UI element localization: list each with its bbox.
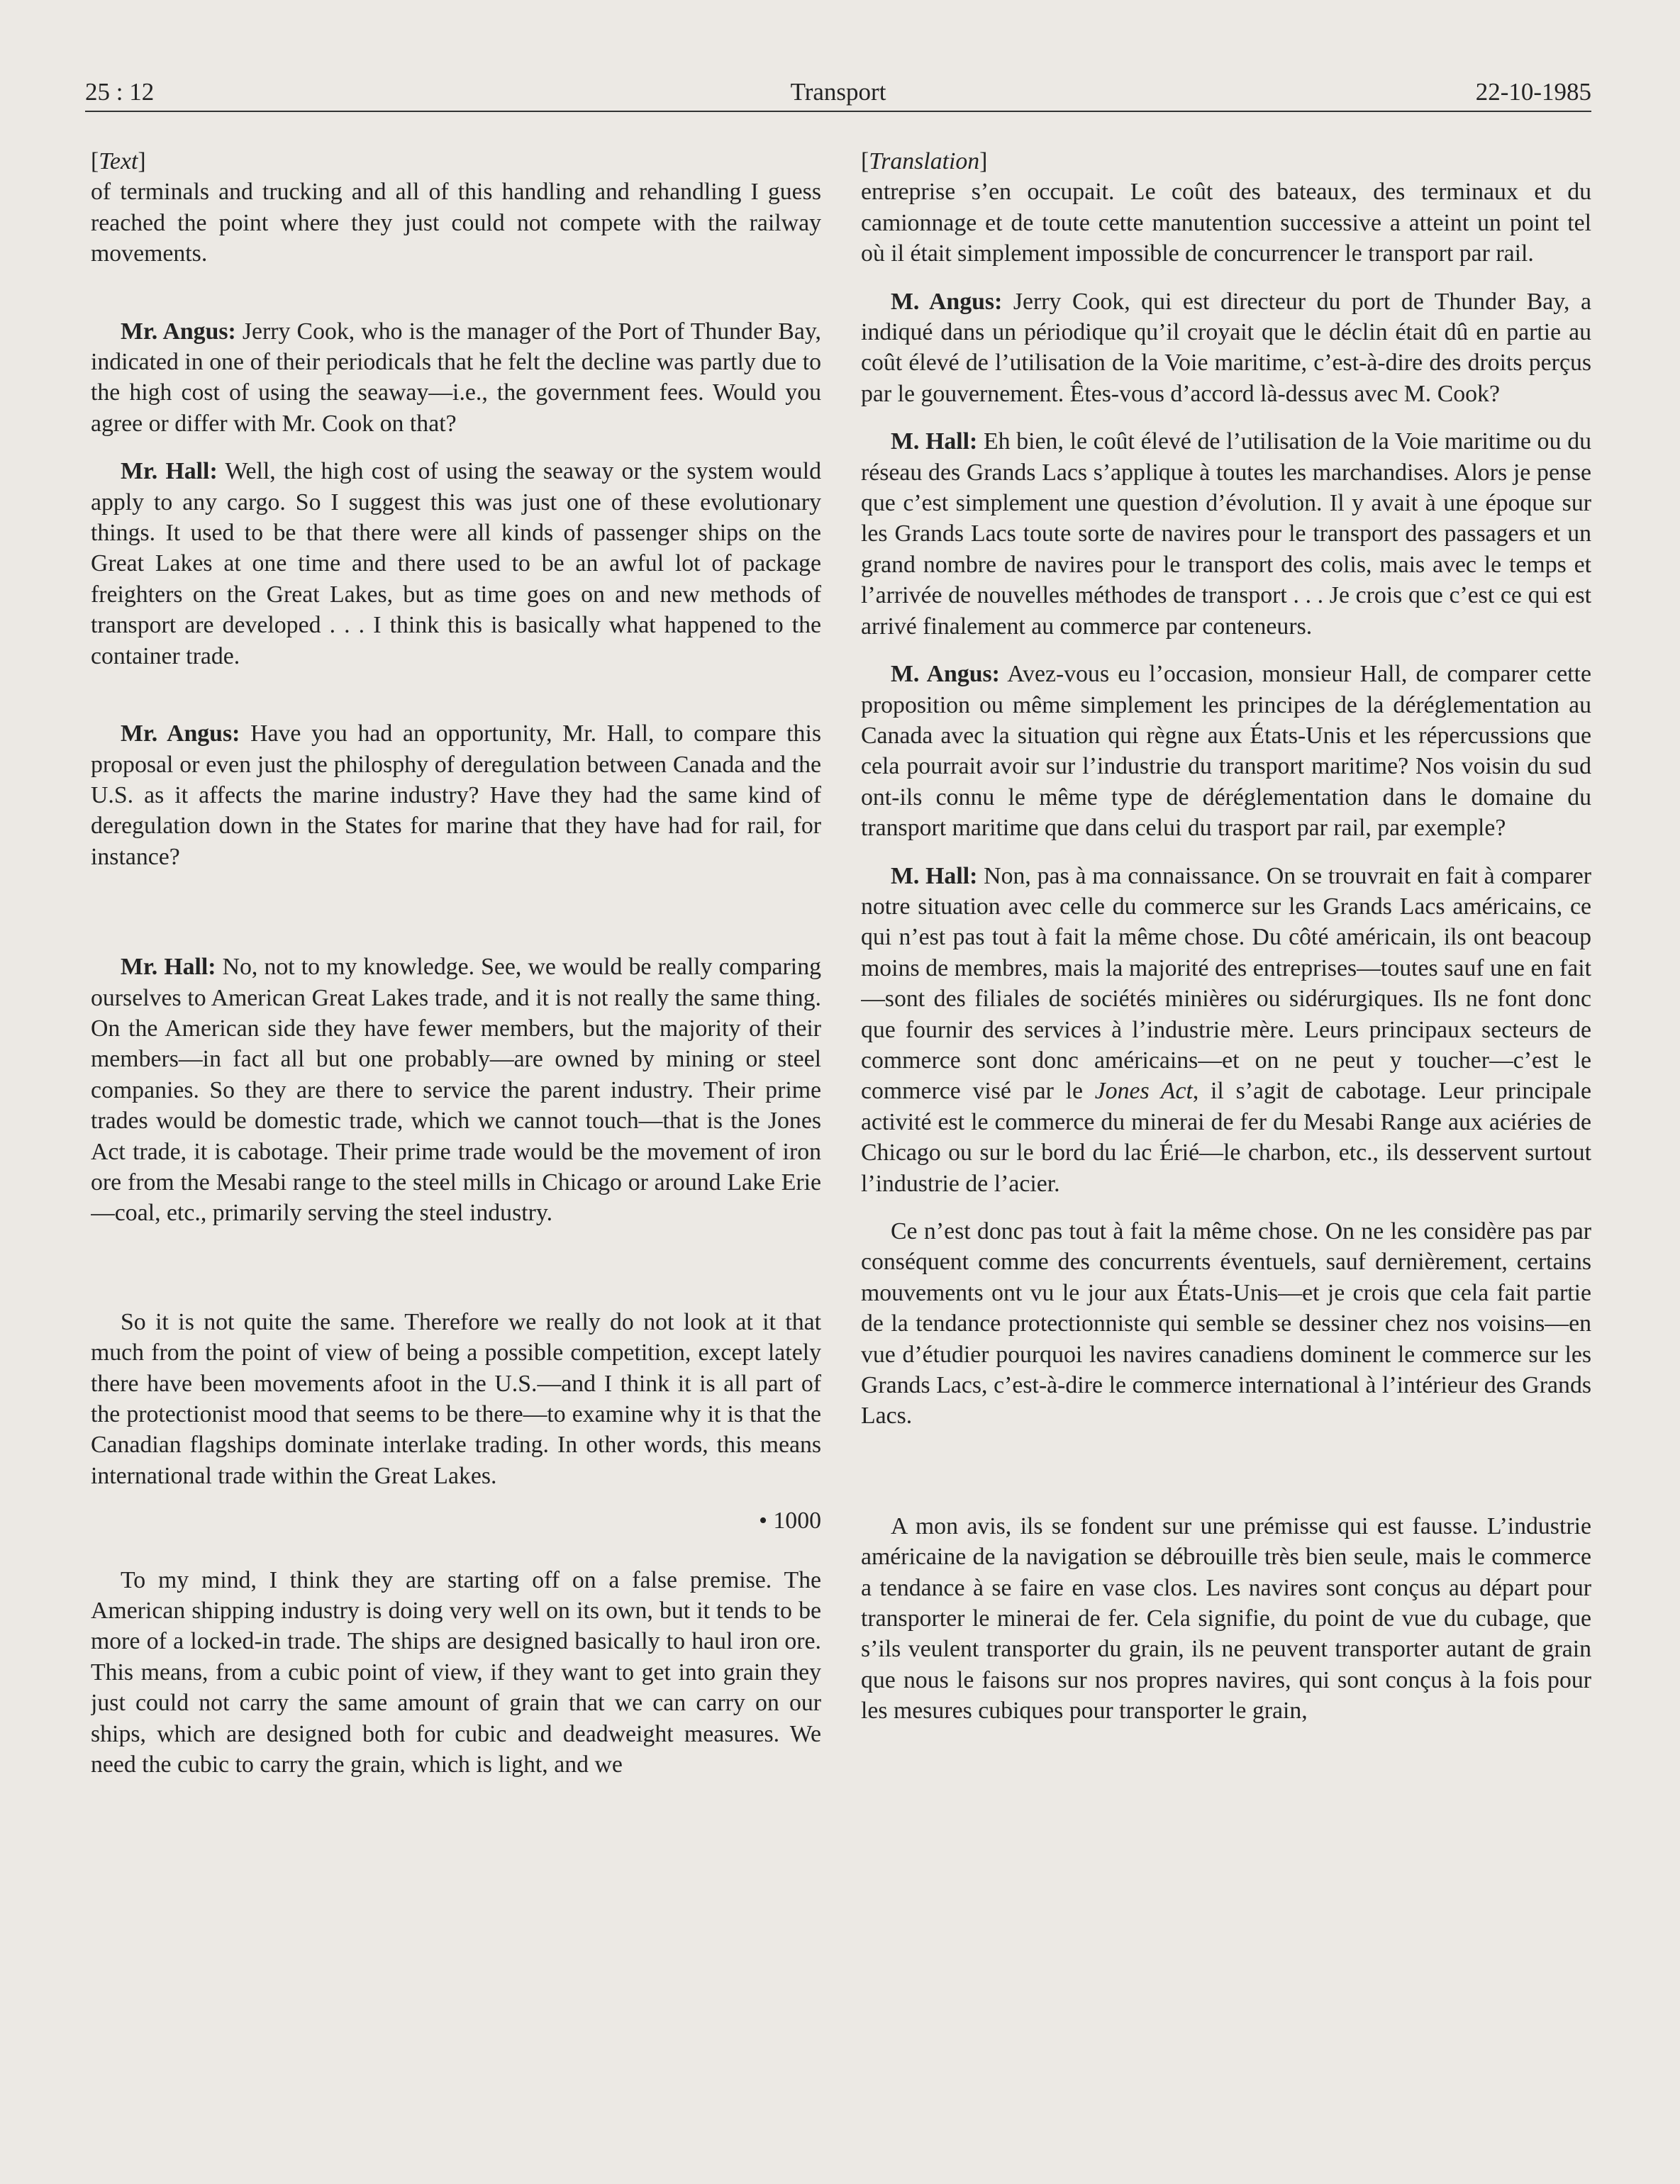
page-header [85, 74, 1591, 112]
paragraph: A mon avis, ils se fondent sur une prémisse qui est fausse. L’industrie américaine de la navigation se débrouille très bien seule, mais le commerce a tendance à se faire en vase clos. Les navires sont conçus au départ pour transporter le minerai de fer. Cela signifie, du point de vue du cubage, que s’ils veulent transporter du grain, ils ne peuvent transporter autant de grain que nous le faisons sur nos propres navires, qui sont conçus à la fois pour les mesures cubiques pour transporter le grain, [861, 1512, 1591, 1725]
running-title: Transport [790, 78, 886, 106]
paragraph: Ce n’est donc pas tout à fait la même chose. On ne les considère pas par conséquent comme des concurrents éventuels, sauf dernièrement, certains mouvements ont vu le jour aux États-Unis—et je crois que cela fait partie de la tendance protectionniste qui semble se dessiner chez nos voisins—en vue d’étudier pourquoi les navires canadiens dominent le commerce sur les Grands Lacs, c’est-à-dire le commerce international à l’intérieur des Grands Lacs. [861, 1218, 1591, 1430]
paragraph: So it is not quite the same. Therefore we really do not look at it that much from the point of view of being a possible competition, except lately there have been movements afoot in the U.S.—and I think it is all part of the protectionist mood that seems to be there—to examine why it is that the Canadian flagships dominate interlake trading. In other words, this means international trade within the Great Lakes. [91, 1308, 821, 1489]
speaker-name: Mr. Hall: [121, 458, 218, 485]
speaker-name: M. Angus: [891, 661, 1000, 688]
french-column [861, 146, 1591, 2025]
timestamp-marker: • 1000 [759, 1508, 821, 1534]
paragraph: Mr. Angus: Jerry Cook, who is the manager of the Port of Thunder Bay, indicated in one of their periodicals that he felt the decline was partly due to the high cost of using the seaway—i.e., the government fees. Would you agree or differ with Mr. Cook on that? [91, 318, 821, 437]
sitting-date: 22-10-1985 [1475, 78, 1591, 106]
text-heading: [Text] [91, 148, 146, 174]
paragraph: of terminals and trucking and all of this handling and rehandling I guess reached the point where they just could not compete with the railway movements. [91, 179, 821, 267]
paragraph: M. Hall: Eh bien, le coût élevé de l’utilisation de la Voie maritime ou du réseau des Grands Lacs s’applique à toutes les marchandises. Alors je pense que c’est simplement une question d’évolution. Il y avait à une époque sur les Grands Lacs toute sorte de navires pour le transport des passagers et un grand nombre de navires pour le transport des colis, mais avec le temps et l’arrivée de nouvelles méthodes de transport . . . Je crois que c’est ce qui est arrivé finalement au commerce par conteneurs. [861, 428, 1591, 640]
paragraph: M. Angus: Avez-vous eu l’occasion, monsieur Hall, de comparer cette proposition ou même simplement les principes de la déréglementation au Canada avec la situation qui règne aux États-Unis et les répercussions que cela pourrait avoir sur l’industrie du transport maritime? Nos voisin du sud ont-ils connu le même type de déréglementation dans le domaine du transport maritime que dans celui du trasport par rail, par exemple? [861, 661, 1591, 842]
paragraph: Mr. Hall: No, not to my knowledge. See, we would be really comparing ourselves to American Great Lakes trade, and it is not really the same thing. On the American side they have fewer members, but the majority of their members—in fact all but one probably—are owned by mining or steel companies. So they are there to service the parent industry. Their prime trades would be domestic trade, which we cannot touch—that is the Jones Act trade, it is cabotage. Their prime trade would be the movement of iron ore from the Mesabi range to the steel mills in Chicago or around Lake Erie—coal, etc., primarily serving the steel industry. [91, 954, 821, 1227]
speaker-name: Mr. Hall: [121, 954, 216, 981]
speaker-name: Mr. Angus: [121, 318, 236, 345]
paragraph: entreprise s’en occupait. Le coût des bateaux, des terminaux et du camionnage et de toute cette manutention successive a atteint un point tel où il était simplement impossible de concurrencer le transport par rail. [861, 179, 1591, 267]
translation-heading: [Translation] [861, 148, 988, 174]
paragraph: M. Angus: Jerry Cook, qui est directeur du port de Thunder Bay, a indiqué dans un périodique qu’il croyait que le déclin était dû en partie au coût élevé de l’utilisation de la Voie maritime, c’est-à-dire des droits perçus par le gouvernement. Êtes-vous d’accord là-dessus avec M. Cook? [861, 288, 1591, 407]
speaker-name: M. Hall: [891, 428, 978, 455]
speaker-name: M. Angus: [891, 288, 1003, 315]
speaker-name: M. Hall: [891, 862, 978, 889]
paragraph: Mr. Angus: Have you had an opportunity, Mr. Hall, to compare this proposal or even just the philosphy of deregulation between Canada and the U.S. as it affects the marine industry? Have they had the same kind of deregulation down in the States for marine that they have had for rail, for instance? [91, 720, 821, 870]
english-column [91, 146, 821, 2025]
page-number: 25 : 12 [85, 78, 155, 106]
paragraph: M. Hall: Non, pas à ma connaissance. On se trouvrait en fait à comparer notre situation avec celle du commerce sur les Grands Lacs américains, ce qui n’est pas tout à fait la même chose. Du côté américain, ils ont beacoup moins de membres, mais la majorité des entreprises—toutes sauf une en fait—sont des filiales de sociétés minières ou sidérurgiques. Ils ne font donc que fournir des services à l’industrie mère. Leurs principaux secteurs de commerce sont donc américains—et on ne peut y toucher—c’est le commerce visé par le Jones Act, il s’agit de cabotage. Leur principale activité est le commerce du minerai de fer du Mesabi Range aux aciéries de Chicago ou sur le bord du lac Érié—le charbon, etc., ils desservent surtout l’industrie de l’acier. [861, 862, 1591, 1197]
speaker-name: Mr. Angus: [121, 720, 240, 747]
paragraph: To my mind, I think they are starting off on a false premise. The American shipping industry is doing very well on its own, but it tends to be more of a locked-in trade. The ships are designed basically to haul iron ore. This means, from a cubic point of view, if they want to get into grain they just could not carry the same amount of grain that we can carry on our ships, which are designed both for cubic and deadweight measures. We need the cubic to carry the grain, which is light, and we [91, 1566, 821, 1778]
paragraph: Mr. Hall: Well, the high cost of using the seaway or the system would apply to any cargo. So I suggest this was just one of these evolutionary things. It used to be that there were all kinds of passenger ships on the Great Lakes at one time and there used to be an awful lot of package freighters on the Great Lakes, but as time goes on and new methods of transport are developed . . . I think this is basically what happened to the container trade. [91, 458, 821, 669]
